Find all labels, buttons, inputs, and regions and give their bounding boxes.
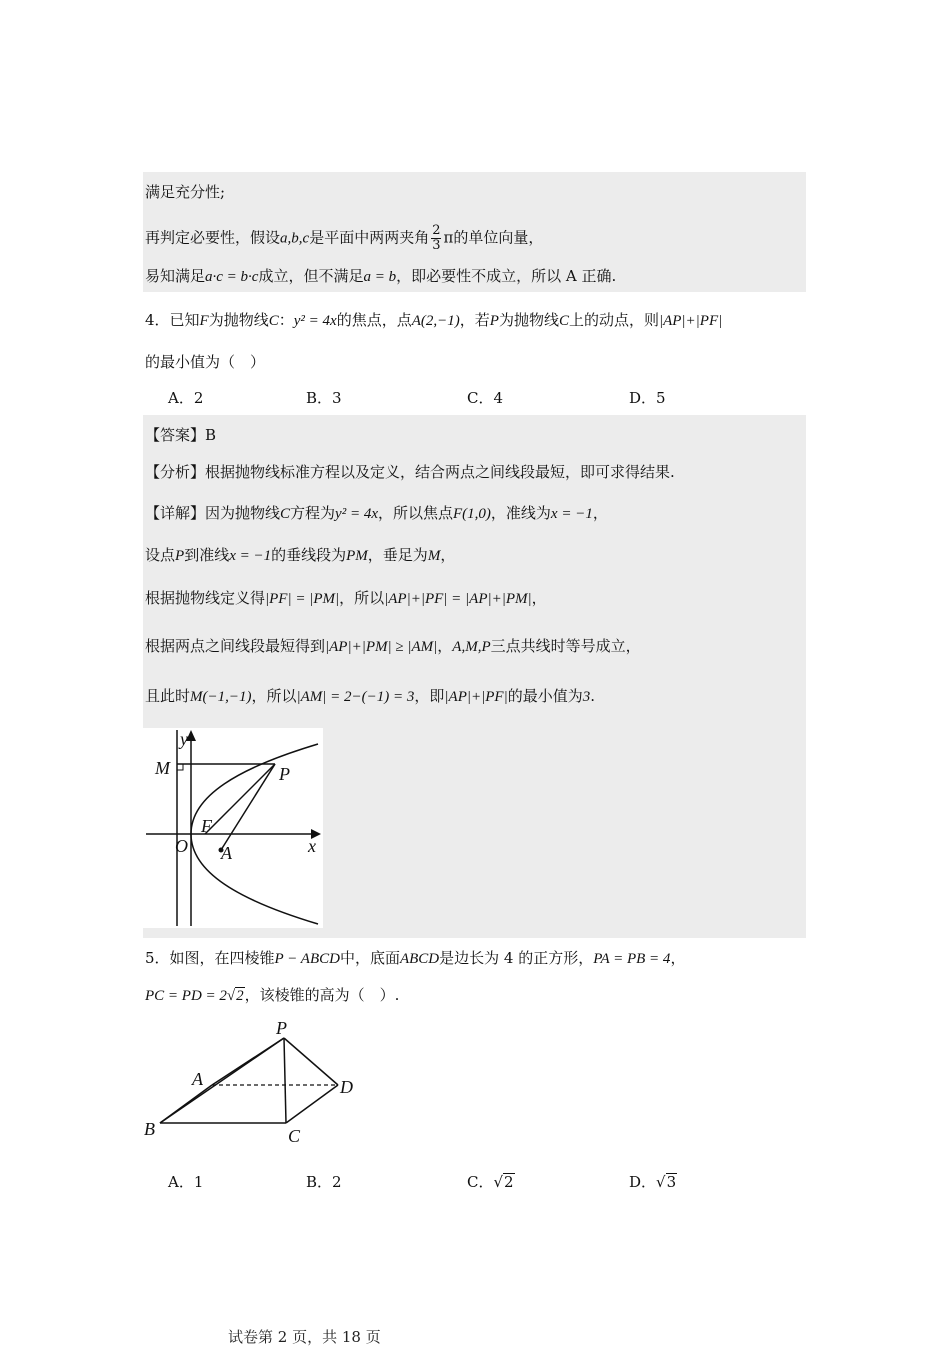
pyramid-figure [140,1018,370,1148]
sqrt-symbol: √ [493,1173,504,1191]
q3-solution-line1: 满足充分性; [145,183,226,201]
label-a: A [192,1069,203,1089]
q5-option-b[interactable]: B．2 [306,1173,342,1191]
parabola-figure [143,728,323,928]
directrix: x = −1 [550,506,593,522]
focus-point: F(1,0) [453,506,491,522]
q3-solution-line2: 再判定必要性，假设a,b,c是平面中两两夹角 $\frac{2}{3}$ π的单位向量， [145,223,544,253]
label-a: A [221,843,232,863]
label-d: D [340,1077,353,1097]
q5-option-a[interactable]: A．1 [168,1173,204,1191]
edge-pc [284,1038,286,1123]
q4-option-d[interactable]: D．5 [629,389,666,407]
q5-stem-line2: PC = PD = 2√2，该棱锥的高为（ ）. [145,986,400,1004]
vectors-abc: a,b,c [280,230,310,247]
vector-equality: a = b [363,269,397,285]
q4-option-a[interactable]: A．2 [168,389,204,407]
parabola-equation: y² = 4x [293,313,337,329]
q4-option-c[interactable]: C．4 [467,389,504,407]
q4-detail-line1: 【详解】因为抛物线C方程为y² = 4x，所以焦点F(1,0)，准线为x = −1， [145,504,608,522]
edge-pd [284,1038,338,1085]
point-a: A(2,−1) [411,313,460,329]
edge-cd [286,1085,338,1123]
label-x: x [308,836,316,856]
q4-stem-line1: 4．已知F为抛物线C：y² = 4x的焦点，点A(2,−1)，若P为抛物线C上的动点，则|AP|+|PF| [145,311,723,329]
q4-stem-line2: 的最小值为（ ） [145,353,266,371]
label-y: y [180,729,188,749]
label-m: M [155,758,170,778]
sqrt-symbol: √ [656,1173,666,1191]
fraction-two-thirds: $\frac{2}{3}$ [432,223,441,253]
label-p: P [279,764,290,784]
figure-background [143,728,323,928]
page-footer: 试卷第 2 页，共 18 页 [228,1328,381,1346]
label-b: B [144,1119,155,1139]
q4-detail-line2: 设点P到准线x = −1的垂线段为PM，垂足为M， [145,546,456,564]
q5-option-c[interactable]: C．√2 [467,1173,514,1191]
q4-answer: 【答案】B [145,426,217,444]
label-c: C [288,1126,301,1146]
edge-pa [212,1038,284,1085]
q4-detail-line4: 根据两点之间线段最短得到|AP|+|PM| ≥ |AM|，A,M,P三点共线时等号成立， [145,637,641,655]
dot-product-equation: a·c = b·c [205,269,259,285]
q5-stem-line1: 5．如图，在四棱锥P − ABCD中，底面ABCD是边长为 4 的正方形，PA = PB = 4， [145,949,686,967]
q4-option-b[interactable]: B．3 [306,389,342,407]
sqrt-symbol: √ [226,988,236,1004]
label-p: P [276,1018,287,1038]
label-f: F [201,816,212,836]
q4-detail-line3: 根据抛物线定义得|PF| = |PM|，所以|AP|+|PF| = |AP|+|PM|， [145,589,547,607]
q5-option-d[interactable]: D．√3 [629,1173,677,1191]
q4-detail-line5: 且此时M(−1,−1)，所以|AM| = 2−(−1) = 3，即|AP|+|PF|的最小值为3. [145,687,595,705]
label-o: O [175,836,188,856]
q4-analysis: 【分析】根据抛物线标准方程以及定义，结合两点之间线段最短，即可求得结果. [145,463,675,481]
q3-solution-line3: 易知满足a·c = b·c成立，但不满足a = b，即必要性不成立，所以 A 正确. [145,267,617,285]
target-expression: |AP|+|PF| [658,313,723,329]
